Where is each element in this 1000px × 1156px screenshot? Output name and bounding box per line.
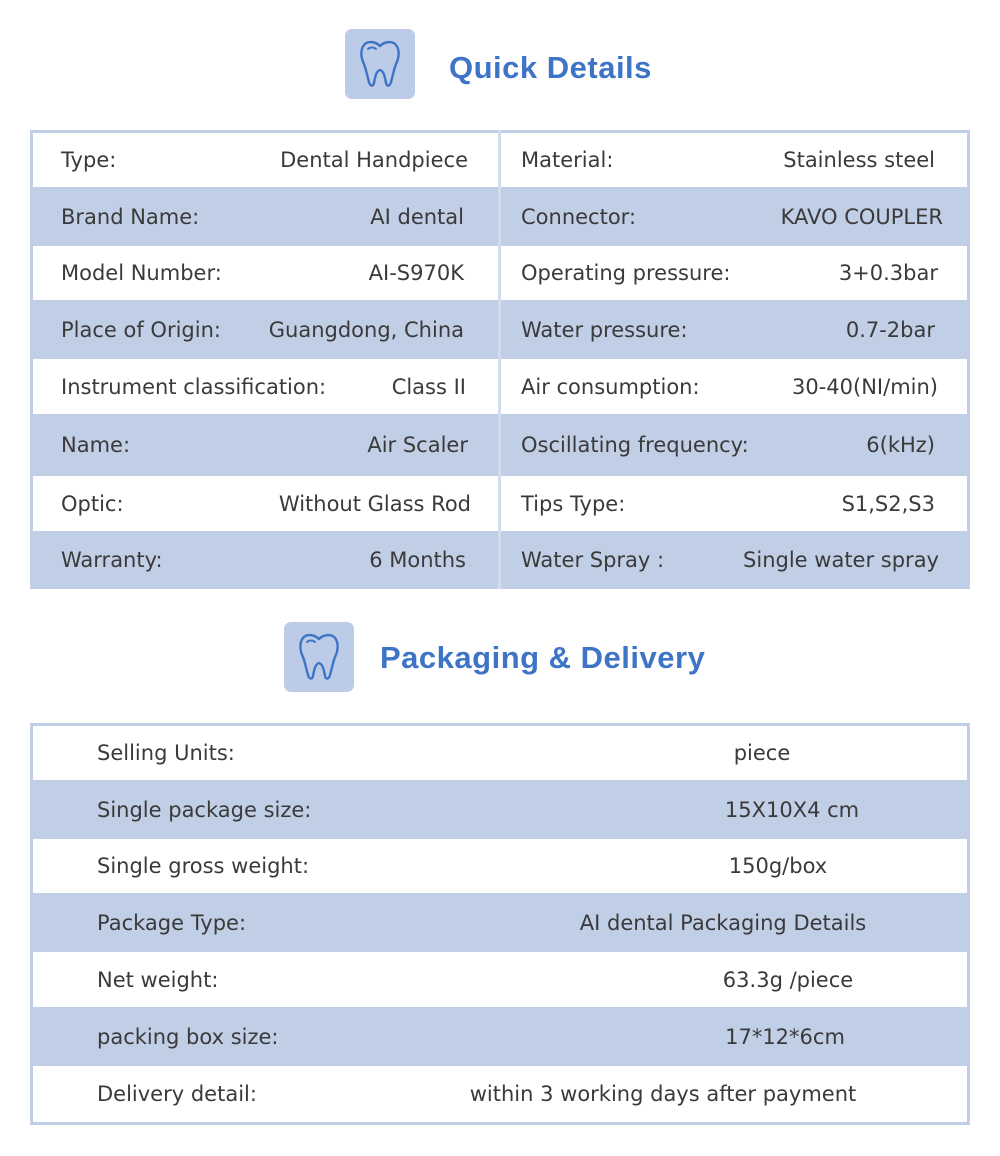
table-row xyxy=(33,893,967,952)
packaging-table xyxy=(30,723,970,1125)
row-value: piece xyxy=(733,741,791,765)
row-label: Instrument classification: xyxy=(61,374,327,399)
row-label: Package Type: xyxy=(97,910,247,935)
row-value: S1,S2,S3 xyxy=(841,491,935,516)
packaging-column xyxy=(33,726,967,1122)
row-label: Tips Type: xyxy=(521,491,626,516)
table-row xyxy=(501,531,967,589)
table-row xyxy=(501,133,967,187)
row-label: Model Number: xyxy=(61,261,222,285)
row-value: Class II xyxy=(391,374,466,399)
table-row xyxy=(501,246,967,300)
row-label: Single gross weight: xyxy=(97,854,310,878)
row-label: Operating pressure: xyxy=(521,261,731,285)
quick-details-left-column xyxy=(33,133,498,589)
row-label: Optic: xyxy=(61,491,124,516)
row-label: Selling Units: xyxy=(97,741,235,765)
row-label: Single package size: xyxy=(97,797,312,822)
row-value: 0.7-2bar xyxy=(845,317,935,342)
row-label: Place of Origin: xyxy=(61,317,221,342)
row-label: Water pressure: xyxy=(521,317,688,342)
table-row xyxy=(501,414,967,476)
row-label: Type: xyxy=(61,148,117,172)
row-label: Name: xyxy=(61,433,131,457)
table-row xyxy=(33,476,498,531)
row-label: Warranty: xyxy=(61,548,163,572)
row-value: 15X10X4 cm xyxy=(724,797,860,822)
row-value: 150g/box xyxy=(728,854,828,878)
table-row xyxy=(33,952,967,1007)
table-row xyxy=(33,359,498,414)
row-value: within 3 working days after payment xyxy=(469,1082,857,1106)
row-value: 30-40(NI/min) xyxy=(792,374,938,399)
table-row xyxy=(33,300,498,359)
row-label: Net weight: xyxy=(97,967,219,992)
table-row xyxy=(33,414,498,476)
row-label: Brand Name: xyxy=(61,204,200,229)
quick-details-heading xyxy=(0,0,1000,120)
table-row xyxy=(33,780,967,839)
row-value: 17*12*6cm xyxy=(725,1024,845,1049)
row-value: AI-S970K xyxy=(368,261,464,285)
row-label: Water Spray : xyxy=(521,548,665,572)
row-value: Stainless steel xyxy=(783,148,935,172)
tooth-icon xyxy=(284,622,354,692)
packaging-title: Packaging & Delivery xyxy=(380,640,706,675)
row-value: 6(kHz) xyxy=(866,433,935,457)
table-row xyxy=(33,726,967,780)
row-value: Without Glass Rod xyxy=(278,491,471,516)
row-label: Connector: xyxy=(521,204,637,229)
table-row xyxy=(33,246,498,300)
row-value: 3+0.3bar xyxy=(838,261,938,285)
row-value: Guangdong, China xyxy=(268,317,464,342)
row-value: Air Scaler xyxy=(367,433,468,457)
row-value: Dental Handpiece xyxy=(280,148,468,172)
row-value: 6 Months xyxy=(369,548,466,572)
table-row xyxy=(33,187,498,246)
table-row xyxy=(501,359,967,414)
table-row xyxy=(501,187,967,246)
quick-details-title: Quick Details xyxy=(449,50,652,85)
table-row xyxy=(33,1007,967,1066)
table-row xyxy=(33,839,967,893)
table-row xyxy=(501,476,967,531)
packaging-heading xyxy=(0,600,1000,710)
quick-details-table xyxy=(30,130,970,589)
row-label: packing box size: xyxy=(97,1024,279,1049)
table-row xyxy=(33,531,498,589)
row-value: Single water spray xyxy=(743,548,939,572)
row-label: Air consumption: xyxy=(521,374,700,399)
table-row xyxy=(501,300,967,359)
quick-details-right-column xyxy=(501,133,967,589)
tooth-icon xyxy=(345,29,415,99)
table-row xyxy=(33,133,498,187)
row-value: 63.3g /piece xyxy=(722,967,854,992)
row-value: AI dental xyxy=(370,204,464,229)
row-label: Material: xyxy=(521,148,614,172)
row-value: KAVO COUPLER xyxy=(780,204,943,229)
table-row xyxy=(33,1066,967,1122)
row-value: AI dental Packaging Details xyxy=(579,910,867,935)
row-label: Delivery detail: xyxy=(97,1082,257,1106)
row-label: Oscillating frequency: xyxy=(521,433,749,457)
